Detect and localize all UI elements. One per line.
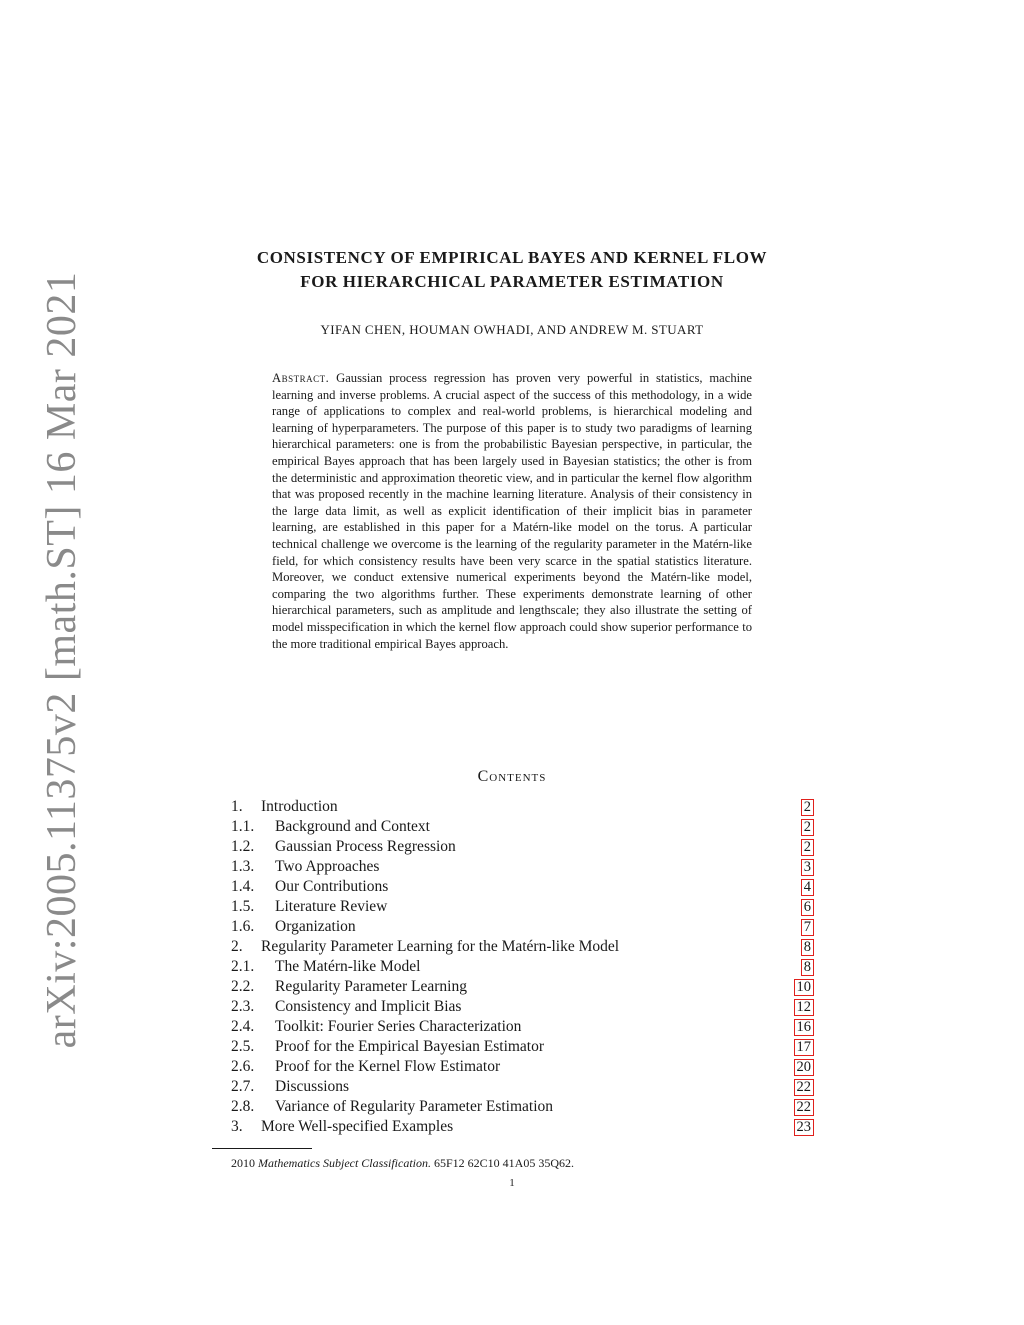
contents-heading: Contents (477, 768, 547, 785)
toc-entry-title[interactable]: Proof for the Empirical Bayesian Estimator (275, 1038, 545, 1055)
toc-page-link[interactable]: 23 (794, 1119, 815, 1136)
abstract-text: Gaussian process regression has proven very powerful in statistics, machine learning and inverse problems. A crucial aspect of the success of this methodology, in a wide range of applications to complex and real-world problems, is hierarchical modeling and learning of hyperparameters. The purpose of this paper is to study two paradigms of learning hierarchical parameters: one is from the probabilistic Bayesian perspective, in particular, the empirical Bayes approach that has been largely used in Bayesian statistics; the other is from the deterministic and approximation theoretic view, and in particular the kernel flow algorithm that was proposed recently in the machine learning literature. Analysis of their consistency in the large data limit, as well as explicit identification of their implicit bias in parameter learning, are established in this paper for a Matérn-like model on the torus. A particular technical challenge we overcome is the learning of the regularity parameter in the Matérn-like field, for which consistency results have been very scarce in the spatial statistics literature. Moreover, we conduct extensive numerical experiments beyond the Matérn-like model, comparing the two algorithms further. These experiments demonstrate learning of other hierarchical parameters, such as amplitude and lengthscale; they also illustrate the setting of model misspecification in which the kernel flow approach could show superior performance to the more traditional empirical Bayes approach. (272, 371, 753, 651)
toc-entry-number: 2.3. (231, 998, 255, 1015)
toc-entry[interactable] (231, 1037, 814, 1057)
toc-entry-title[interactable]: More Well-specified Examples (261, 1118, 454, 1135)
toc-entry[interactable] (231, 797, 814, 817)
page-number: 1 (509, 1177, 515, 1189)
authors: YIFAN CHEN, HOUMAN OWHADI, AND ANDREW M. STUART (320, 322, 704, 337)
toc-entry-title[interactable]: Regularity Parameter Learning (275, 978, 467, 995)
toc-page-link[interactable]: 8 (801, 959, 814, 976)
toc-entry-number: 2.5. (231, 1038, 255, 1055)
toc-entry-number: 1.4. (231, 878, 255, 895)
toc-entry-title[interactable]: Proof for the Kernel Flow Estimator (275, 1058, 501, 1075)
toc-page-link[interactable]: 17 (794, 1039, 815, 1056)
toc-page-link[interactable]: 2 (801, 819, 814, 836)
toc-entry-number: 1.1. (231, 818, 255, 835)
toc-entry[interactable] (231, 1057, 814, 1077)
toc-entry[interactable] (231, 997, 814, 1017)
toc-entry[interactable] (231, 897, 814, 917)
toc-entry-title[interactable]: Introduction (261, 798, 338, 815)
toc-page-link[interactable]: 3 (801, 859, 814, 876)
toc-entry-number: 2.8. (231, 1098, 255, 1115)
toc-entry[interactable] (231, 957, 814, 977)
toc-entry-number: 3. (231, 1118, 243, 1135)
toc-page-link[interactable]: 22 (794, 1079, 815, 1096)
toc-entry[interactable] (231, 917, 814, 937)
toc-page-link[interactable]: 7 (801, 919, 814, 936)
toc-entry-number: 2. (231, 938, 243, 955)
toc-entry-number: 2.2. (231, 978, 255, 995)
toc-page-link[interactable]: 20 (794, 1059, 815, 1076)
title-line-2: FOR HIERARCHICAL PARAMETER ESTIMATION (300, 272, 724, 291)
footnote-year: 2010 (231, 1156, 255, 1170)
toc-entry-title[interactable]: The Matérn-like Model (275, 958, 421, 975)
toc-page-link[interactable]: 22 (794, 1099, 815, 1116)
toc-entry[interactable] (231, 937, 814, 957)
toc-page-link[interactable]: 4 (801, 879, 814, 896)
paper-title (200, 246, 824, 294)
toc-entry[interactable] (231, 837, 814, 857)
toc-entry[interactable] (231, 1077, 814, 1097)
toc-entry[interactable] (231, 977, 814, 997)
toc-entry-number: 1.6. (231, 918, 255, 935)
abstract-label: Abstract. (272, 371, 330, 385)
toc-entry-number: 1. (231, 798, 243, 815)
toc-entry[interactable] (231, 817, 814, 837)
toc-entry-number: 2.6. (231, 1058, 255, 1075)
footnote-label: Mathematics Subject Classification. (258, 1156, 431, 1170)
table-of-contents (231, 797, 814, 1137)
toc-page-link[interactable]: 2 (801, 799, 814, 816)
toc-entry-title[interactable]: Literature Review (275, 898, 388, 915)
toc-entry[interactable] (231, 877, 814, 897)
toc-entry-title[interactable]: Toolkit: Fourier Series Characterization (275, 1018, 522, 1035)
toc-entry-number: 2.7. (231, 1078, 255, 1095)
toc-entry-title[interactable]: Consistency and Implicit Bias (275, 998, 462, 1015)
toc-entry-title[interactable]: Discussions (275, 1078, 350, 1095)
toc-entry-title[interactable]: Organization (275, 918, 356, 935)
toc-entry-title[interactable]: Our Contributions (275, 878, 389, 895)
toc-entry-number: 2.1. (231, 958, 255, 975)
toc-entry[interactable] (231, 1017, 814, 1037)
toc-page-link[interactable]: 2 (801, 839, 814, 856)
toc-entry[interactable] (231, 1097, 814, 1117)
toc-page-link[interactable]: 10 (794, 979, 815, 996)
footnote (231, 1155, 574, 1171)
toc-entry[interactable] (231, 857, 814, 877)
toc-entry-title[interactable]: Background and Context (275, 818, 430, 835)
toc-entry-number: 2.4. (231, 1018, 255, 1035)
toc-page-link[interactable]: 12 (794, 999, 815, 1016)
toc-entry[interactable] (231, 1117, 814, 1137)
toc-entry-title[interactable]: Variance of Regularity Parameter Estimation (275, 1098, 554, 1115)
toc-page-link[interactable]: 8 (801, 939, 814, 956)
toc-entry-number: 1.5. (231, 898, 255, 915)
footnote-codes: 65F12 62C10 41A05 35Q62. (433, 1156, 574, 1170)
toc-page-link[interactable]: 16 (794, 1019, 815, 1036)
footnote-rule (212, 1148, 312, 1149)
toc-page-link[interactable]: 6 (801, 899, 814, 916)
toc-entry-title[interactable]: Gaussian Process Regression (275, 838, 456, 855)
toc-entry-number: 1.2. (231, 838, 255, 855)
title-line-1: CONSISTENCY OF EMPIRICAL BAYES AND KERNEL FLOW (256, 248, 768, 267)
arxiv-stamp: arXiv:2005.11375v2 [math.ST] 16 Mar 2021 (39, 271, 85, 1049)
toc-entry-title[interactable]: Regularity Parameter Learning for the Matérn-like Model (261, 938, 620, 955)
abstract (272, 370, 752, 652)
toc-entry-title[interactable]: Two Approaches (275, 858, 380, 875)
toc-entry-number: 1.3. (231, 858, 255, 875)
